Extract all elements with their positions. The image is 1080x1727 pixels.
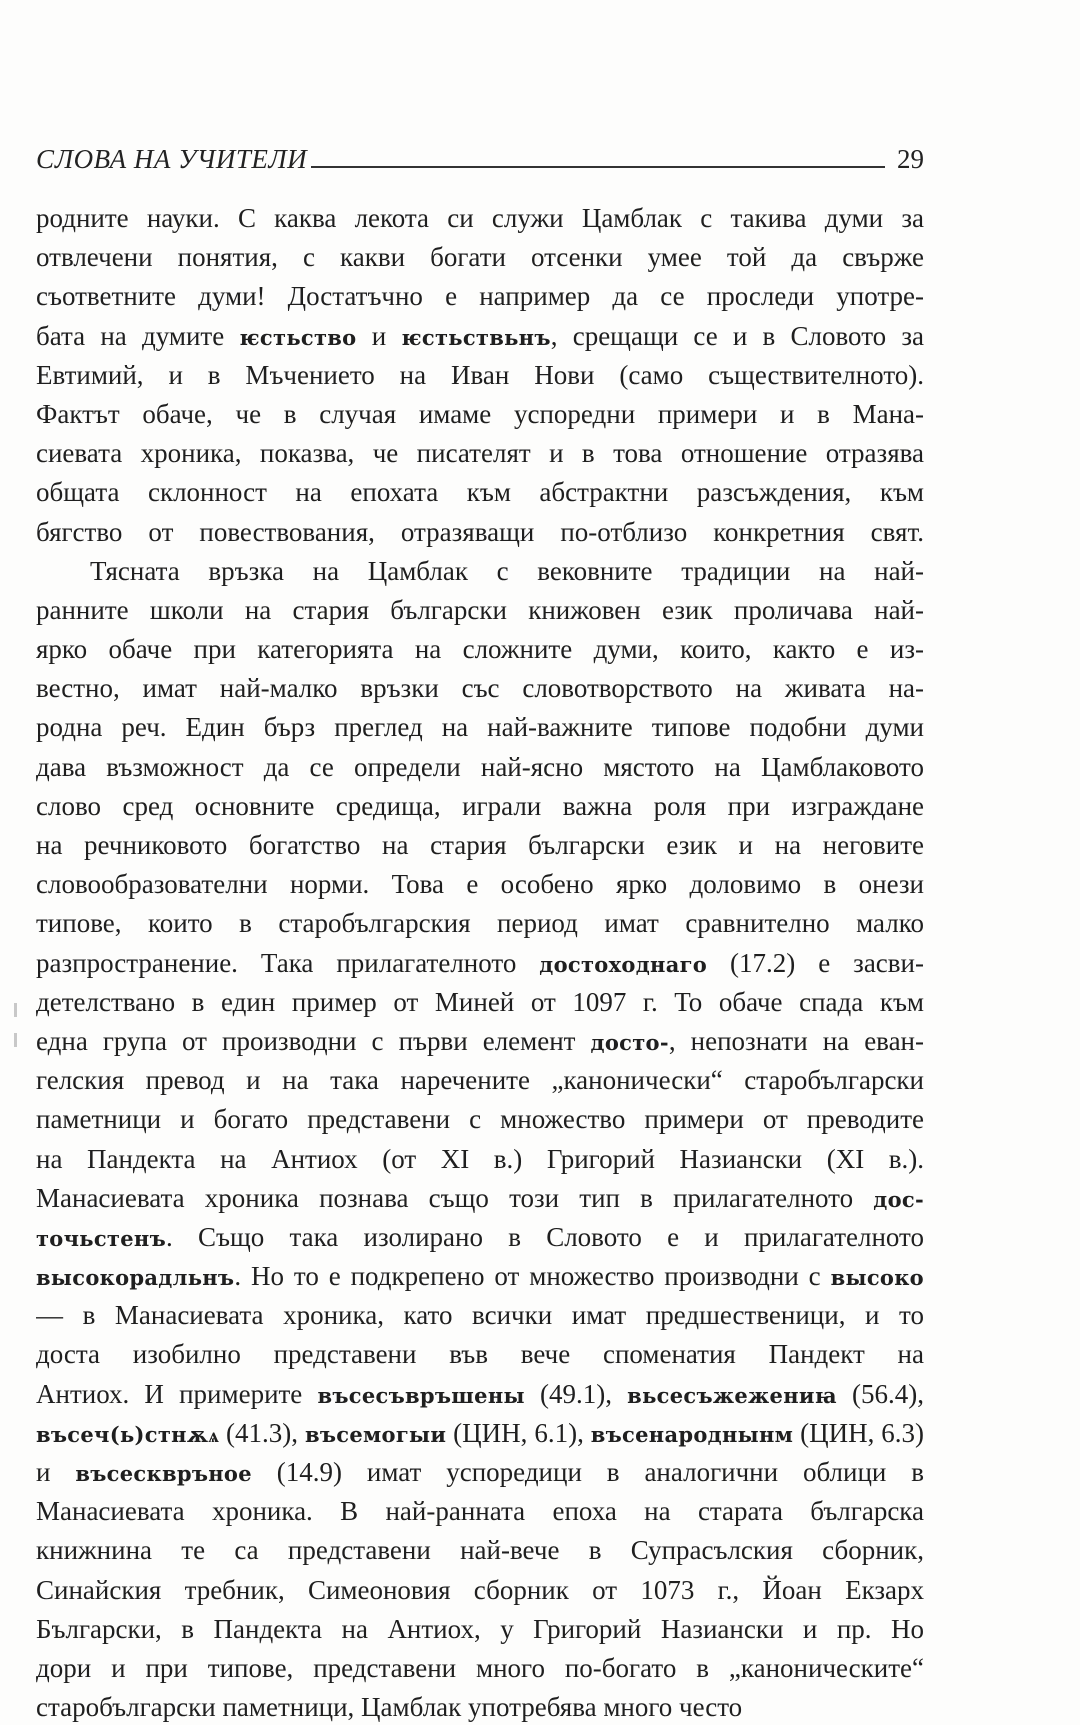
text-segment: вестно, имат най-малко връзки със словотворството на живата на-	[36, 673, 924, 704]
text-segment: (17.2) е засви-	[707, 947, 924, 978]
text-line	[36, 669, 924, 708]
margin-mark	[14, 1033, 17, 1047]
text-line	[36, 395, 924, 434]
text-line	[36, 277, 924, 316]
page-number: 29	[897, 144, 924, 174]
text-line	[36, 630, 924, 669]
text-segment: (14.9) имат успоредици в аналогични облици в	[251, 1457, 924, 1487]
text-segment: и	[356, 320, 402, 351]
text-segment: сиевата хроника, показва, че писателят и в това отношение отразява	[36, 438, 924, 469]
old-slavonic-word: досто-	[590, 1029, 669, 1055]
text-segment: дава възможност да се определи най-ясно мястото на Цамблаковото	[36, 751, 924, 782]
text-segment: Тясната връзка на Цамблак с вековните традиции на най-	[90, 555, 924, 586]
text-segment: Манасиевата хроника. В най-ранната епоха на старата българска	[36, 1496, 924, 1527]
text-segment: Български, в Пандекта на Антиох, у Григорий Назиански и пр. Но	[36, 1613, 924, 1644]
old-slavonic-word: вьсесъжежениꙗ	[627, 1382, 837, 1408]
text-line	[36, 826, 924, 865]
text-line	[36, 199, 924, 238]
text-segment: доста изобилно представени във вече споменатия Пандект на	[36, 1339, 924, 1370]
old-slavonic-word: ѥстьство	[239, 324, 357, 350]
text-line	[36, 1610, 924, 1649]
text-line	[36, 1022, 924, 1061]
text-segment: Фактът обаче, че в случая имаме успоредни примери и в Мана-	[36, 398, 924, 429]
text-segment: Синайския требник, Симеоновия сборник от 1073 г., Йоан Екзарх	[36, 1574, 924, 1605]
text-line	[36, 1414, 924, 1453]
text-line	[36, 513, 924, 552]
text-segment: слово сред основните средища, играли важна роля при изграждане	[36, 790, 924, 821]
text-segment: (ЦИН, 6.3)	[793, 1417, 924, 1448]
text-segment: родна реч. Един бърз преглед на най-важните типове подобни думи	[36, 712, 924, 743]
old-slavonic-word: въсенароднынм	[590, 1421, 794, 1447]
old-slavonic-word: дос-	[873, 1186, 924, 1212]
body-text	[36, 199, 924, 1727]
text-line	[36, 1296, 924, 1335]
text-line	[36, 983, 924, 1022]
text-segment: Манасиевата хроника познава също този тип в прилагателното	[36, 1182, 874, 1213]
text-segment: бата на думите	[36, 320, 240, 351]
text-segment: разпространение. Така прилагателното	[36, 947, 540, 978]
text-segment: Евтимий, и в Мъчението на Иван Нови (само съществителното).	[36, 359, 924, 390]
text-line	[36, 238, 924, 277]
text-line	[36, 552, 924, 591]
running-header	[36, 135, 924, 175]
text-line	[36, 317, 924, 356]
old-slavonic-word: въсесквръное	[75, 1461, 252, 1486]
text-segment: бягство от повествования, отразяващи по-отблизо конкретния свят.	[36, 516, 924, 547]
text-segment: отвлечени понятия, с какви богати отсенки умее той да свърже	[36, 242, 924, 273]
text-segment: детелствано в един пример от Миней от 1097 г. То обаче спада към	[36, 986, 924, 1017]
text-segment: гелския превод и на така наречените „канонически“ старобългарски	[36, 1065, 924, 1096]
text-segment: една група от производни с първи елемент	[36, 1025, 591, 1056]
text-segment: Антиох. И примерите	[36, 1378, 318, 1409]
text-segment: — в Манасиевата хроника, като всички имат предшественици, и то	[36, 1300, 924, 1331]
text-segment: (49.1),	[524, 1378, 628, 1409]
text-segment: на Пандекта на Антиох (от XI в.) Григорий Назиански (XI в.).	[36, 1143, 924, 1174]
old-slavonic-word: высокорадльнъ	[36, 1265, 235, 1291]
text-line	[36, 1100, 924, 1139]
text-line	[36, 1179, 924, 1218]
text-segment: родните науки. С каква лекота си служи Цамблак с такива думи за	[36, 203, 924, 233]
old-slavonic-word: высоко	[830, 1265, 924, 1291]
text-line	[36, 434, 924, 473]
text-line	[36, 1688, 924, 1727]
text-segment: книжнина те са представени най-вече в Супрасълския сборник,	[36, 1535, 924, 1566]
old-slavonic-word: точьстенъ	[36, 1225, 166, 1251]
text-segment: словообразователни норми. Това е особено ярко доловимо в онези	[36, 869, 924, 900]
text-segment: (41.3),	[219, 1417, 305, 1448]
text-segment: на речниковото богатство на стария български език и на неговите	[36, 830, 924, 860]
text-line	[36, 708, 924, 747]
header-rule	[311, 166, 885, 168]
text-segment: . Но то е подкрепено от множество производни с	[234, 1261, 831, 1292]
text-segment: и	[36, 1457, 76, 1487]
text-line	[36, 1335, 924, 1374]
text-segment: паметници и богато представени с множество примери от преводите	[36, 1104, 924, 1135]
text-line	[36, 787, 924, 826]
text-line	[36, 1140, 924, 1179]
text-line	[36, 1492, 924, 1531]
text-segment: . Също така изолирано в Словото е и прилагателното	[165, 1221, 924, 1252]
text-segment: дори и при типове, представени много по-богато в „каноническите“	[36, 1652, 924, 1683]
text-line	[36, 748, 924, 787]
text-line	[36, 1257, 924, 1296]
old-slavonic-word: въсеч(ь)стнѫѧ	[36, 1421, 220, 1447]
text-segment: ярко обаче при категорията на сложните думи, които, както е из-	[36, 634, 924, 665]
text-segment: , срещащи се и в Словото за	[550, 320, 924, 351]
old-slavonic-word: въсемогыи	[304, 1421, 447, 1447]
text-segment: (ЦИН, 6.1),	[446, 1417, 591, 1448]
text-line	[36, 1453, 924, 1492]
text-line	[36, 904, 924, 943]
text-line	[36, 1061, 924, 1100]
text-segment: ранните школи на стария български книжовен език проличава най-	[36, 594, 924, 625]
old-slavonic-word: въсесъвръшены	[317, 1382, 525, 1408]
text-line	[36, 356, 924, 395]
margin-mark	[14, 1003, 17, 1017]
text-segment: типове, които в старобългарския период имат сравнително малко	[36, 908, 924, 939]
text-segment: (56.4),	[836, 1378, 924, 1409]
text-line	[36, 473, 924, 512]
text-line	[36, 1571, 924, 1610]
text-line	[36, 1218, 924, 1257]
text-line	[36, 1375, 924, 1414]
text-segment: съответните думи! Достатъчно е например да се проследи употре-	[36, 281, 924, 312]
old-slavonic-word: достоходнаго	[539, 951, 708, 977]
text-line	[36, 1649, 924, 1688]
text-segment: старобългарски паметници, Цамблак употребява много често	[36, 1692, 743, 1723]
text-line	[36, 944, 924, 983]
running-title: СЛОВА НА УЧИТЕЛИ	[36, 144, 308, 174]
text-line	[36, 1531, 924, 1570]
text-line	[36, 865, 924, 904]
text-line	[36, 591, 924, 630]
old-slavonic-word: ѥстьствьнъ	[401, 324, 551, 350]
text-segment: , непознати на еван-	[668, 1025, 924, 1056]
text-segment: общата склонност на епохата към абстрактни разсъждения, към	[36, 477, 924, 508]
